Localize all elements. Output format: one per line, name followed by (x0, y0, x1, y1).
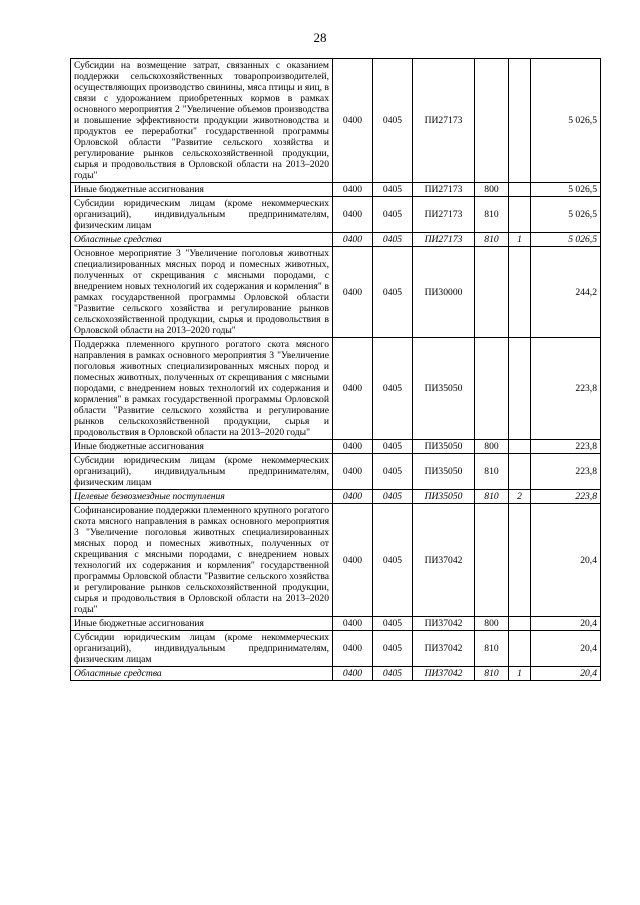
cell-subsection: 0405 (373, 440, 413, 454)
cell-description: Субсидии юридическим лицам (кроме некоммерческих организаций), индивидуальным предпринимателям, физическим лицам (71, 631, 333, 667)
cell-expense-type: 800 (475, 183, 509, 197)
cell-section: 0400 (333, 667, 373, 681)
cell-amount: 5 026,5 (531, 233, 601, 247)
cell-description: Поддержка племенного крупного рогатого скота мясного направления в рамках основного мероприятия 3 "Увеличение поголовья животных специализированных мясных пород и помесных животных, полученных от скрещивания с мясными породами, с внедрением новых технологий их содержания и кормления" в рамках государственной программы Орловской области "Развитие сельского хозяйства и регулирование рынков сельскохозяйственной продукции, сырья и продовольствия в Орловской области на 2013–2020 годы" (71, 338, 333, 440)
cell-section: 0400 (333, 454, 373, 490)
table-row (71, 504, 601, 617)
cell-expense-type (475, 247, 509, 338)
cell-amount: 5 026,5 (531, 59, 601, 183)
cell-funding-source: 1 (509, 667, 531, 681)
cell-amount: 223,8 (531, 490, 601, 504)
cell-description: Целевые безвозмездные поступления (71, 490, 333, 504)
cell-description: Иные бюджетные ассигнования (71, 183, 333, 197)
cell-funding-source (509, 454, 531, 490)
cell-target-article: ПИ37042 (413, 504, 475, 617)
cell-subsection: 0405 (373, 631, 413, 667)
cell-subsection: 0405 (373, 247, 413, 338)
cell-target-article: ПИ35050 (413, 440, 475, 454)
cell-amount: 223,8 (531, 338, 601, 440)
table-row (71, 490, 601, 504)
cell-section: 0400 (333, 338, 373, 440)
cell-target-article: ПИ27173 (413, 197, 475, 233)
cell-section: 0400 (333, 233, 373, 247)
cell-target-article: ПИ37042 (413, 631, 475, 667)
cell-target-article: ПИ35050 (413, 490, 475, 504)
cell-description: Субсидии юридическим лицам (кроме некоммерческих организаций), индивидуальным предпринимателям, физическим лицам (71, 454, 333, 490)
cell-subsection: 0405 (373, 183, 413, 197)
cell-section: 0400 (333, 490, 373, 504)
table-row (71, 454, 601, 490)
cell-target-article: ПИ37042 (413, 617, 475, 631)
cell-subsection: 0405 (373, 233, 413, 247)
cell-amount: 5 026,5 (531, 183, 601, 197)
table-row (71, 440, 601, 454)
cell-expense-type: 800 (475, 440, 509, 454)
table-row (71, 338, 601, 440)
cell-amount: 223,8 (531, 454, 601, 490)
cell-funding-source (509, 631, 531, 667)
cell-funding-source (509, 440, 531, 454)
cell-funding-source: 2 (509, 490, 531, 504)
cell-amount: 223,8 (531, 440, 601, 454)
table-row (71, 617, 601, 631)
cell-funding-source (509, 59, 531, 183)
cell-expense-type: 810 (475, 233, 509, 247)
cell-description: Основное мероприятие 3 "Увеличение поголовья животных специализированных мясных пород и помесных животных, полученных от скрещивания с мясными породами, с внедрением новых технологий их содержания и кормления" в рамках государственной программы Орловской области "Развитие сельского хозяйства и регулирование рынков сельскохозяйственной продукции, сырья и продовольствия в Орловской области на 2013–2020 годы" (71, 247, 333, 338)
cell-description: Субсидии на возмещение затрат, связанных с оказанием поддержки сельскохозяйственных товаропроизводителей, осуществляющих производство свинины, мяса птицы и яиц, в связи с удорожанием приобретенных кормов в рамках основного мероприятия 2 "Увеличение объемов производства и повышение эффективности продукции животноводства и продуктов ее переработки" государственной программы Орловской области "Развитие сельского хозяйства и регулирование рынков сельскохозяйственной продукции, сырья и продовольствия в Орловской области на 2013–2020 годы" (71, 59, 333, 183)
cell-funding-source (509, 247, 531, 338)
cell-section: 0400 (333, 617, 373, 631)
table-row (71, 197, 601, 233)
cell-target-article: ПИ27173 (413, 183, 475, 197)
cell-target-article: ПИ30000 (413, 247, 475, 338)
cell-section: 0400 (333, 183, 373, 197)
cell-expense-type (475, 504, 509, 617)
table-row (71, 631, 601, 667)
cell-funding-source (509, 504, 531, 617)
cell-expense-type: 810 (475, 197, 509, 233)
cell-amount: 20,4 (531, 504, 601, 617)
cell-target-article: ПИ35050 (413, 454, 475, 490)
cell-description: Областные средства (71, 233, 333, 247)
cell-funding-source (509, 197, 531, 233)
cell-expense-type (475, 338, 509, 440)
table-row (71, 59, 601, 183)
cell-subsection: 0405 (373, 667, 413, 681)
cell-funding-source (509, 617, 531, 631)
cell-description: Областные средства (71, 667, 333, 681)
table-row (71, 667, 601, 681)
cell-section: 0400 (333, 247, 373, 338)
cell-expense-type: 810 (475, 454, 509, 490)
table-row (71, 183, 601, 197)
budget-table (70, 58, 601, 681)
table-row (71, 247, 601, 338)
cell-subsection: 0405 (373, 504, 413, 617)
cell-section: 0400 (333, 59, 373, 183)
cell-funding-source (509, 338, 531, 440)
page-number: 28 (313, 30, 327, 45)
cell-subsection: 0405 (373, 617, 413, 631)
cell-expense-type: 800 (475, 617, 509, 631)
cell-expense-type: 810 (475, 490, 509, 504)
cell-section: 0400 (333, 440, 373, 454)
cell-amount: 20,4 (531, 667, 601, 681)
cell-subsection: 0405 (373, 454, 413, 490)
cell-subsection: 0405 (373, 490, 413, 504)
cell-description: Иные бюджетные ассигнования (71, 440, 333, 454)
cell-subsection: 0405 (373, 59, 413, 183)
cell-expense-type: 810 (475, 631, 509, 667)
cell-subsection: 0405 (373, 338, 413, 440)
cell-amount: 5 026,5 (531, 197, 601, 233)
budget-table-body (71, 59, 601, 681)
cell-target-article: ПИ37042 (413, 667, 475, 681)
cell-funding-source: 1 (509, 233, 531, 247)
cell-amount: 244,2 (531, 247, 601, 338)
cell-amount: 20,4 (531, 631, 601, 667)
cell-section: 0400 (333, 197, 373, 233)
cell-funding-source (509, 183, 531, 197)
cell-expense-type (475, 59, 509, 183)
cell-description: Софинансирование поддержки племенного крупного рогатого скота мясного направления в рамках основного мероприятия 3 "Увеличение поголовья животных специализированных мясных пород и помесных животных, полученных от скрещивания с мясными породами, с внедрением новых технологий их содержания и кормления" государственной программы Орловской области "Развитие сельского хозяйства и регулирование рынков сельскохозяйственной продукции, сырья и продовольствия в Орловской области на 2013–2020 годы" (71, 504, 333, 617)
cell-target-article: ПИ27173 (413, 59, 475, 183)
cell-expense-type: 810 (475, 667, 509, 681)
cell-description: Иные бюджетные ассигнования (71, 617, 333, 631)
table-row (71, 233, 601, 247)
cell-description: Субсидии юридическим лицам (кроме некоммерческих организаций), индивидуальным предпринимателям, физическим лицам (71, 197, 333, 233)
cell-amount: 20,4 (531, 617, 601, 631)
cell-target-article: ПИ27173 (413, 233, 475, 247)
cell-target-article: ПИ35050 (413, 338, 475, 440)
cell-section: 0400 (333, 504, 373, 617)
cell-section: 0400 (333, 631, 373, 667)
cell-subsection: 0405 (373, 197, 413, 233)
